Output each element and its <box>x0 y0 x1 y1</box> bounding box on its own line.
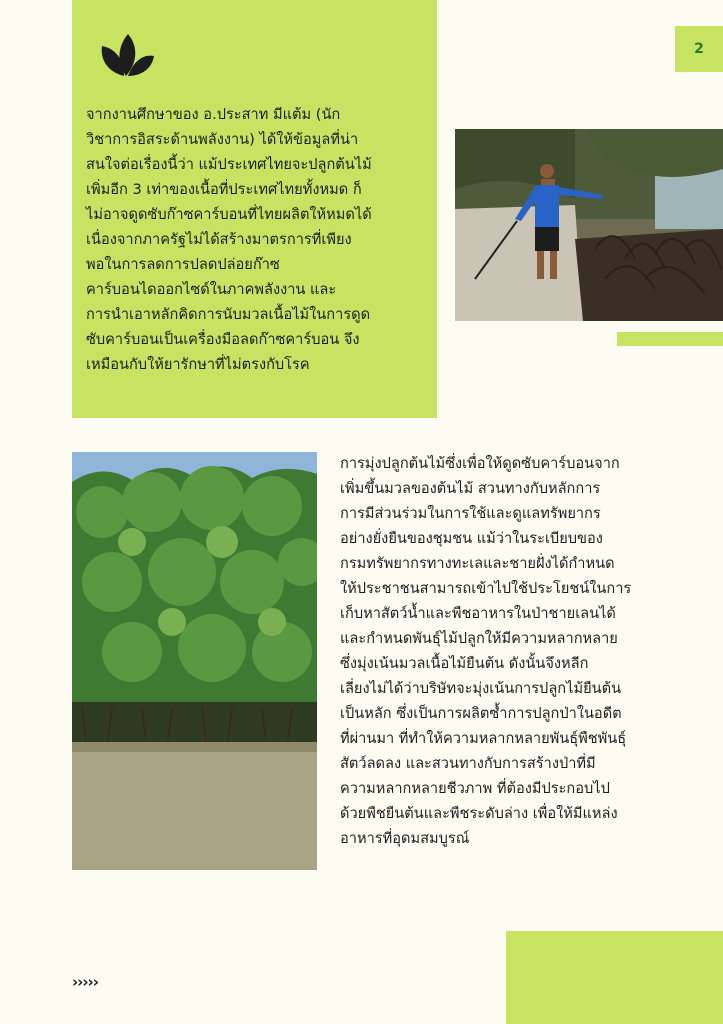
text-line: เลี่ยงไม่ได้ว่าบริษัทจะมุ่งเน้นการปลูกไม้ยืนต้น <box>340 680 622 697</box>
photo-mangrove-forest <box>72 452 317 870</box>
body-paragraph <box>340 451 684 851</box>
text-line: คาร์บอนไดออกไซด์ในภาคพลังงาน และ <box>86 281 337 298</box>
text-line: เป็นหลัก ซึ่งเป็นการผลิตซ้ำการปลูกป่าในอดีต <box>340 705 622 722</box>
text-line: การมีส่วนร่วมในการใช้และดูแลทรัพยากร <box>340 505 601 522</box>
text-line: พอในการลดการปลดปล่อยก๊าซ <box>86 256 280 273</box>
leaf-icon <box>98 32 156 78</box>
intro-paragraph <box>86 102 422 377</box>
next-page-arrows[interactable]: ››››› <box>72 973 98 991</box>
text-line: เพิ่มขึ้นมวลของต้นไม้ สวนทางกับหลักการ <box>340 480 601 497</box>
text-line: ด้วยพืชยืนต้นและพืชระดับล่าง เพื่อให้มีแหล่ง <box>340 805 618 822</box>
text-line: เก็บหาสัตว์น้ำและพืชอาหารในป่าชายเลนได้ <box>340 605 616 622</box>
text-line: การมุ่งปลูกต้นไม้ซึ่งเพื่อให้ดูดซับคาร์บอนจาก <box>340 455 620 472</box>
text-line: วิชาการอิสระด้านพลังงาน) ได้ให้ข้อมูลที่น่า <box>86 131 359 148</box>
footer-accent-block <box>506 931 723 1024</box>
page-number: 2 <box>694 41 704 57</box>
page-number-box <box>675 26 723 72</box>
text-line: จากงานศึกษาของ อ.ประสาท มีแต้ม (นัก <box>86 106 341 123</box>
text-line: ความหลากหลายชีวภาพ ที่ต้องมีประกอบไป <box>340 780 610 797</box>
text-line: อย่างยั่งยืนของชุมชน แม้ว่าในระเบียบของ <box>340 530 603 547</box>
text-line: กรมทรัพยากรทางทะเลและชายฝั่งได้กำหนด <box>340 555 615 572</box>
accent-bar <box>617 332 723 346</box>
text-line: ไม่อาจดูดซับก๊าซคาร์บอนที่ไทยผลิตให้หมดได้ <box>86 206 372 223</box>
text-line: สนใจต่อเรื่องนี้ว่า แม้ประเทศไทยจะปลูกต้นไม้ <box>86 156 372 173</box>
text-line: ที่ผ่านมา ที่ทำให้ความหลากหลายพันธุ์พืชพันธุ์ <box>340 730 627 747</box>
text-line: ซึ่งมุ่งเน้นมวลเนื้อไม้ยืนต้น ดังนั้นจึงหลีก <box>340 655 589 672</box>
text-line: การนำเอาหลักคิดการนับมวลเนื้อไม้ในการดูด <box>86 306 371 323</box>
text-line: สัตว์ลดลง และสวนทางกับการสร้างป่าที่มี <box>340 755 596 772</box>
text-line: เนื่องจากภาครัฐไม่ได้สร้างมาตรการที่เพียง <box>86 231 352 248</box>
text-line: ให้ประชาชนสามารถเข้าไปใช้ประโยชน์ในการ <box>340 580 632 597</box>
text-line: ซับคาร์บอนเป็นเครื่องมือลดก๊าซคาร์บอน จึง <box>86 331 360 348</box>
text-line: และกำหนดพันธุ์ไม้ปลูกให้มีความหลากหลาย <box>340 630 618 647</box>
text-line: เหมือนกับให้ยารักษาที่ไม่ตรงกับโรค <box>86 356 310 373</box>
text-line: อาหารที่อุดมสมบูรณ์ <box>340 830 470 847</box>
text-line: เพิ่มอีก 3 เท่าของเนื้อที่ประเทศไทยทั้งหมด ก็ <box>86 181 362 198</box>
photo-man-mangrove-walkway <box>455 129 723 321</box>
